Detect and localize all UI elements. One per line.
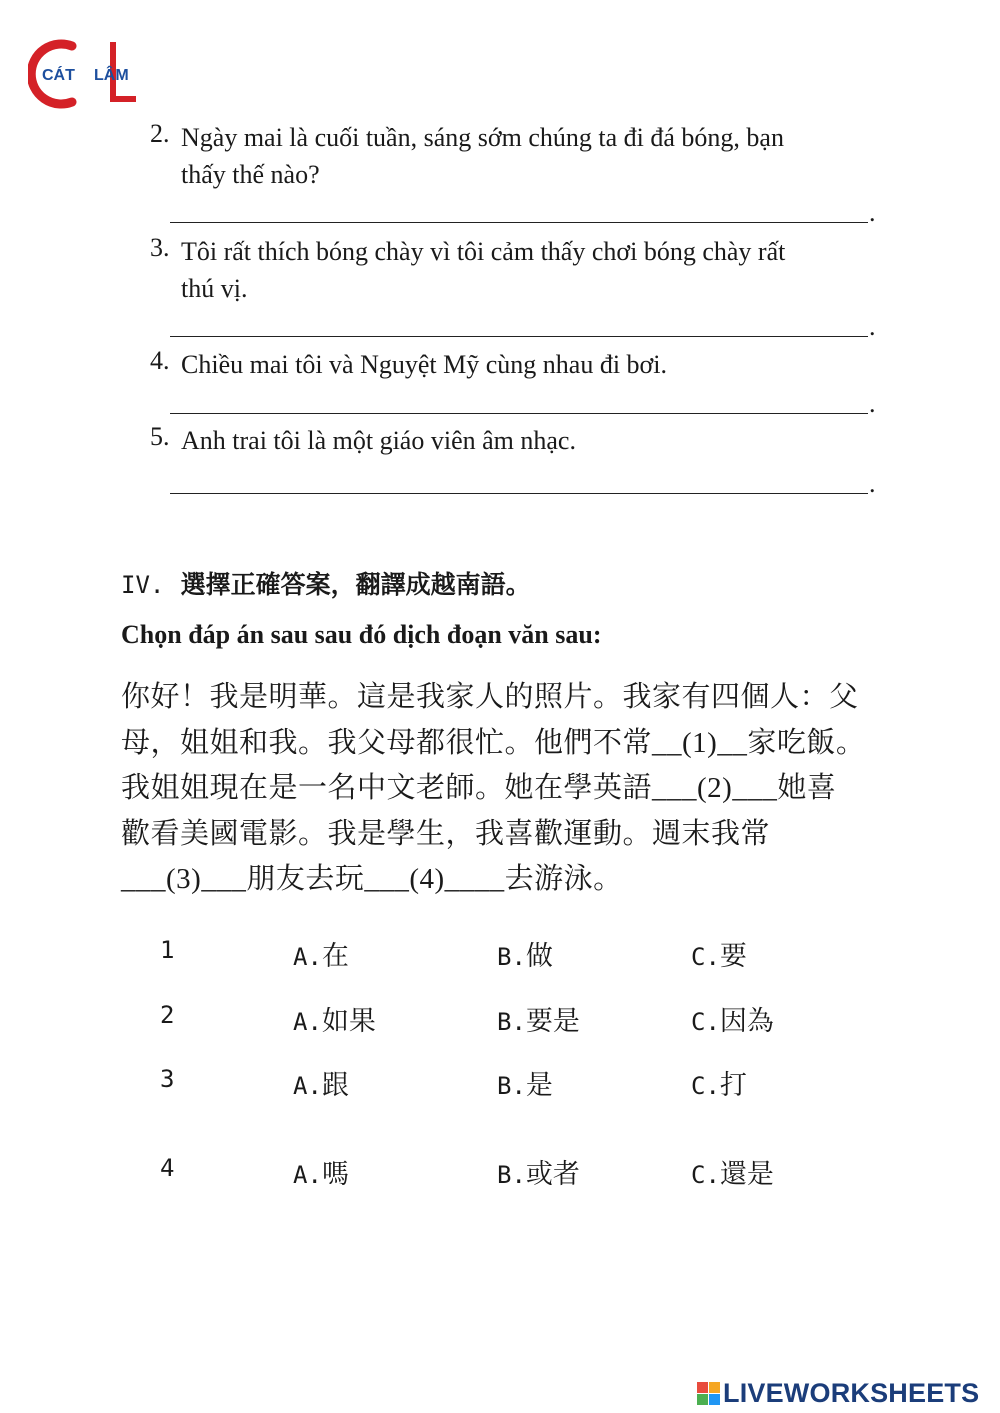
question-text: [181, 233, 881, 307]
option-b[interactable]: B.要是: [497, 1006, 580, 1037]
section-heading: [121, 565, 531, 601]
option-a[interactable]: A.嗎: [293, 1159, 349, 1190]
answer-period: .: [869, 389, 876, 418]
passage-line: 歡看美國電影。我是學生，我喜歡運動。週末我常: [121, 817, 771, 850]
answer-blank-2[interactable]: [170, 222, 868, 223]
section-title: 選擇正確答案，翻譯成越南語。: [180, 572, 531, 599]
option-b[interactable]: B.是: [497, 1070, 553, 1101]
question-number: 4.: [150, 346, 170, 375]
answer-blank-4[interactable]: [170, 413, 868, 414]
question-number: 2.: [150, 119, 170, 148]
passage-line: 母，姐姐和我。我父母都很忙。他們不常__(1)__家吃飯。: [121, 726, 866, 759]
answer-period: .: [869, 469, 876, 498]
answer-period: .: [869, 312, 876, 341]
answer-blank-3[interactable]: [170, 336, 868, 337]
option-row-number: 1: [160, 936, 175, 964]
question-line: Anh trai tôi là một giáo viên âm nhạc.: [181, 426, 576, 455]
passage-line: ___(3)___朋友去玩___(4)____去游泳。: [121, 863, 623, 895]
option-b[interactable]: B.或者: [497, 1159, 580, 1190]
answer-period: .: [869, 198, 876, 227]
liveworksheets-mark-icon: [697, 1382, 720, 1405]
option-row-number: 4: [160, 1154, 175, 1182]
question-number: 3.: [150, 233, 170, 262]
answer-blank-5[interactable]: [170, 493, 868, 494]
liveworksheets-logo: [697, 1378, 979, 1409]
question-text: [181, 422, 881, 459]
option-b[interactable]: B.做: [497, 941, 553, 972]
option-c[interactable]: C.要: [691, 941, 747, 972]
question-line: Ngày mai là cuối tuần, sáng sớm chúng ta đi đá bóng, bạn: [181, 123, 784, 152]
reading-passage: [121, 675, 891, 903]
cat-lam-logo: [28, 38, 140, 110]
passage-line: 你好！我是明華。這是我家人的照片。我家有四個人：父: [121, 681, 859, 713]
section-subheading: Chọn đáp án sau sau đó dịch đoạn văn sau:: [121, 620, 602, 649]
option-c[interactable]: C.還是: [691, 1159, 774, 1190]
question-number: 5.: [150, 422, 170, 451]
question-text: [181, 346, 881, 383]
option-a[interactable]: A.在: [293, 941, 349, 972]
question-line: thú vị.: [181, 274, 248, 303]
passage-line: 我姐姐現在是一名中文老師。她在學英語___(2)___她喜: [121, 772, 837, 804]
question-line: Tôi rất thích bóng chày vì tôi cảm thấy chơi bóng chày rất: [181, 237, 786, 266]
option-row-number: 2: [160, 1001, 175, 1029]
option-a[interactable]: A.如果: [293, 1006, 376, 1037]
svg-text:LÂM: LÂM: [94, 67, 129, 84]
option-c[interactable]: C.因為: [691, 1006, 774, 1037]
option-c[interactable]: C.打: [691, 1070, 747, 1101]
section-number: IV.: [121, 571, 165, 599]
question-text: [181, 119, 881, 193]
option-row-number: 3: [160, 1065, 175, 1093]
svg-text:CÁT: CÁT: [42, 67, 75, 84]
question-line: Chiều mai tôi và Nguyệt Mỹ cùng nhau đi bơi.: [181, 350, 668, 379]
option-a[interactable]: A.跟: [293, 1070, 349, 1101]
question-line: thấy thế nào?: [181, 160, 320, 189]
brand-text: LIVEWORKSHEETS: [723, 1378, 980, 1408]
